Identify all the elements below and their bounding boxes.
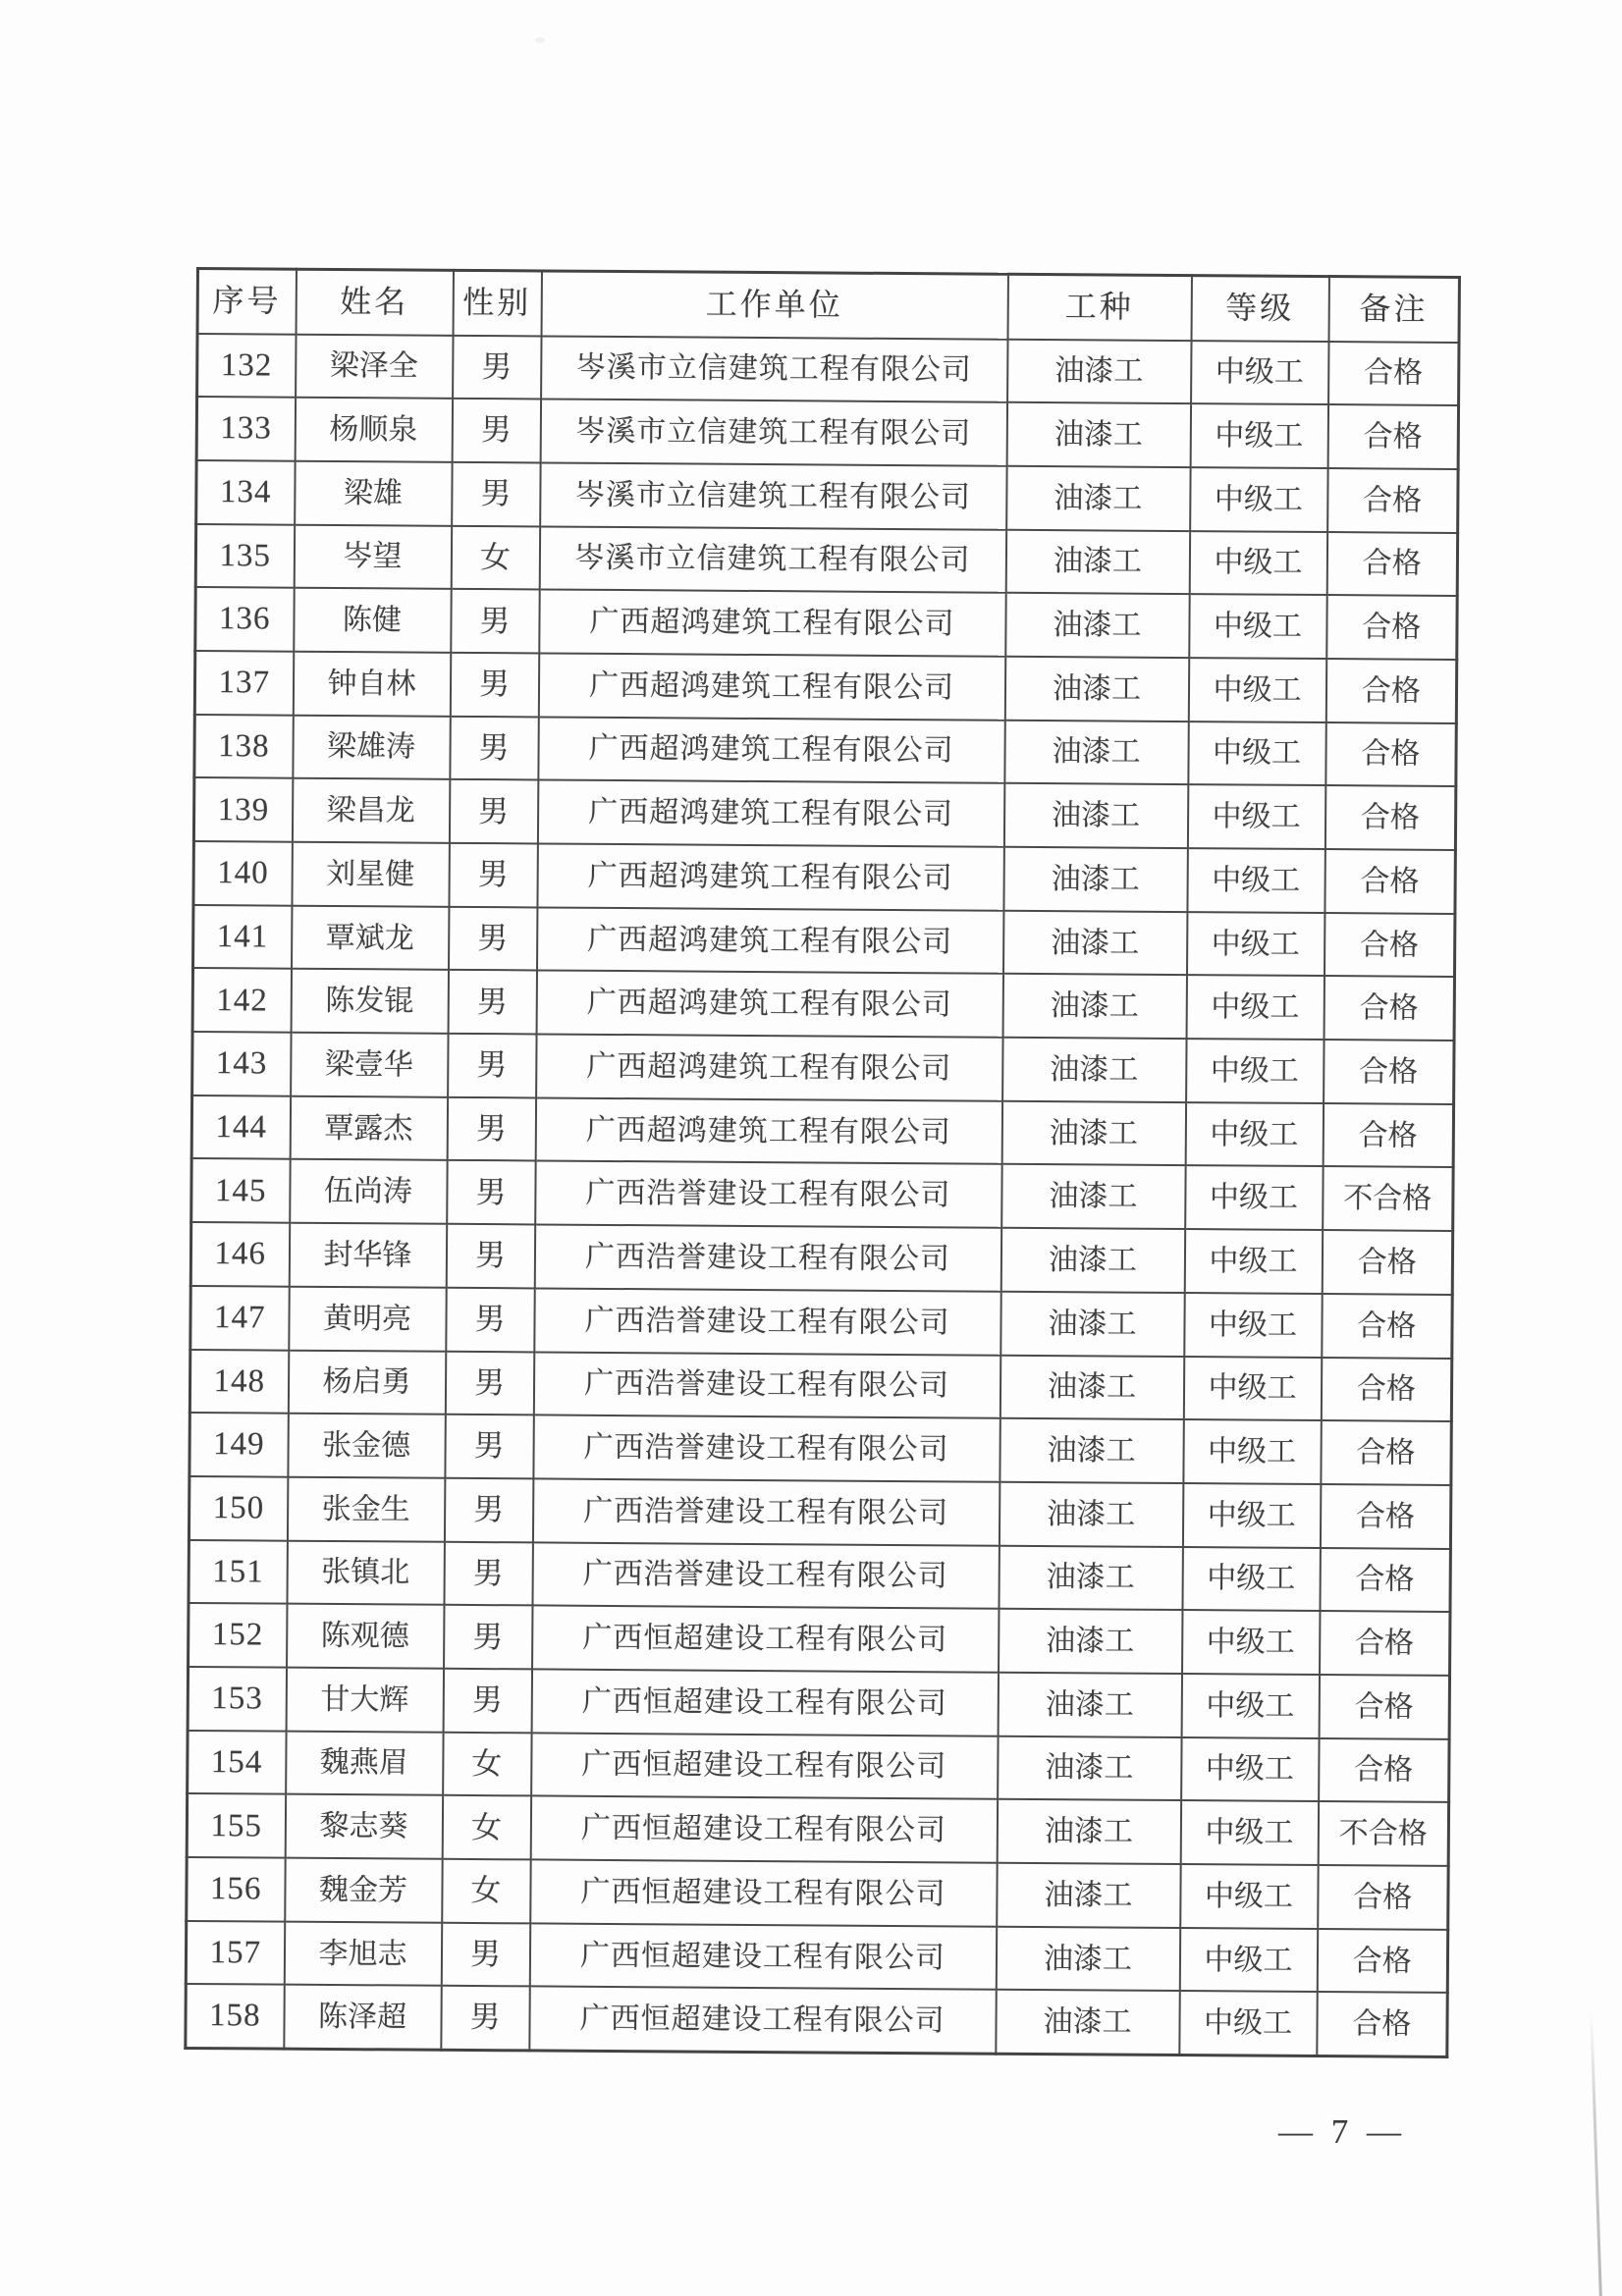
cell-gender: 男 <box>441 1986 529 2050</box>
cell-remark: 合格 <box>1327 404 1458 469</box>
cell-serial-number: 152 <box>189 1603 287 1667</box>
cell-name: 魏金芳 <box>285 1858 442 1923</box>
cell-company: 岑溪市立信建筑工程有限公司 <box>540 400 1006 466</box>
cell-company: 广西恒超建设工程有限公司 <box>530 1796 997 1863</box>
cell-serial-number: 145 <box>191 1158 290 1222</box>
cell-level: 中级工 <box>1191 341 1328 405</box>
table-row <box>193 905 1455 978</box>
cell-company: 广西恒超建设工程有限公司 <box>531 1669 998 1735</box>
cell-name: 覃斌龙 <box>292 905 449 970</box>
cell-remark: 合格 <box>1324 976 1454 1041</box>
cell-serial-number: 143 <box>192 1032 291 1095</box>
cell-gender: 女 <box>442 1795 530 1859</box>
cell-gender: 男 <box>452 462 540 526</box>
cell-company: 广西浩誉建设工程有限公司 <box>533 1352 1000 1418</box>
cell-company: 广西超鸿建筑工程有限公司 <box>536 971 1002 1038</box>
cell-company: 广西超鸿建筑工程有限公司 <box>537 843 1003 910</box>
cell-level: 中级工 <box>1181 1737 1319 1802</box>
column-header-name: 姓名 <box>296 269 453 335</box>
cell-level: 中级工 <box>1189 594 1326 659</box>
cell-gender: 男 <box>444 1541 532 1605</box>
cell-level: 中级工 <box>1188 721 1325 786</box>
cell-remark: 合格 <box>1322 1294 1452 1359</box>
cell-remark: 合格 <box>1326 532 1457 597</box>
cell-serial-number: 132 <box>197 334 296 398</box>
cell-gender: 男 <box>447 1097 535 1161</box>
cell-gender: 男 <box>447 1160 535 1224</box>
cell-gender: 男 <box>446 1224 534 1288</box>
cell-level: 中级工 <box>1180 1864 1318 1929</box>
table-row <box>187 1793 1448 1866</box>
cell-trade: 油漆工 <box>999 1482 1182 1547</box>
cell-company: 广西恒超建设工程有限公司 <box>532 1606 999 1673</box>
cell-remark: 合格 <box>1319 1738 1449 1803</box>
cell-trade: 油漆工 <box>1001 1100 1185 1165</box>
cell-trade: 油漆工 <box>1000 1228 1184 1293</box>
cell-serial-number: 157 <box>186 1921 284 1985</box>
cell-serial-number: 146 <box>190 1222 289 1286</box>
cell-serial-number: 150 <box>189 1476 287 1540</box>
cell-trade: 油漆工 <box>1003 847 1187 912</box>
cell-trade: 油漆工 <box>1000 1418 1183 1483</box>
cell-remark: 合格 <box>1322 1230 1452 1295</box>
cell-serial-number: 148 <box>189 1349 288 1413</box>
table-row <box>189 1349 1451 1421</box>
cell-trade: 油漆工 <box>998 1735 1181 1800</box>
cell-company: 广西超鸿建筑工程有限公司 <box>537 780 1003 847</box>
cell-remark: 不合格 <box>1318 1801 1448 1866</box>
table-header-row <box>197 269 1459 343</box>
cell-name: 封华锋 <box>289 1223 446 1288</box>
cell-remark: 合格 <box>1319 1675 1449 1739</box>
cell-remark: 合格 <box>1321 1358 1451 1422</box>
cell-trade: 油漆工 <box>997 1863 1180 1928</box>
table-row <box>192 1032 1454 1104</box>
cell-remark: 合格 <box>1317 1929 1447 1994</box>
cell-name: 杨顺泉 <box>295 398 452 462</box>
cell-level: 中级工 <box>1185 1165 1323 1230</box>
cell-company: 广西浩誉建设工程有限公司 <box>533 1415 1000 1482</box>
table-row <box>190 1286 1452 1359</box>
column-header-trade: 工种 <box>1007 274 1191 340</box>
cell-company: 广西浩誉建设工程有限公司 <box>532 1542 999 1609</box>
table-row <box>196 460 1458 533</box>
column-header-remark: 备注 <box>1328 277 1459 343</box>
table-row <box>193 777 1455 850</box>
cell-name: 钟自林 <box>293 652 450 717</box>
table-row <box>187 1857 1448 1930</box>
cell-serial-number: 149 <box>189 1413 288 1476</box>
cell-level: 中级工 <box>1186 975 1324 1040</box>
cell-serial-number: 134 <box>196 460 295 524</box>
cell-name: 甘大辉 <box>286 1668 443 1733</box>
table-row <box>196 397 1458 469</box>
cell-remark: 合格 <box>1317 1992 1447 2056</box>
cell-trade: 油漆工 <box>1005 593 1189 658</box>
cell-name: 陈泽超 <box>284 1985 441 2050</box>
cell-trade: 油漆工 <box>996 1926 1179 1991</box>
cell-gender: 男 <box>452 399 540 462</box>
cell-level: 中级工 <box>1185 1102 1323 1167</box>
table-row <box>192 968 1454 1041</box>
cell-remark: 合格 <box>1325 722 1456 787</box>
cell-gender: 男 <box>441 1922 529 1986</box>
cell-company: 广西超鸿建筑工程有限公司 <box>537 907 1003 974</box>
cell-trade: 油漆工 <box>1003 783 1187 848</box>
cell-level: 中级工 <box>1187 848 1325 913</box>
cell-name: 伍尚涛 <box>290 1159 447 1224</box>
cell-remark: 合格 <box>1320 1548 1450 1613</box>
cell-level: 中级工 <box>1186 1039 1324 1103</box>
table-row <box>197 334 1459 406</box>
cell-level: 中级工 <box>1181 1674 1319 1738</box>
cell-level: 中级工 <box>1182 1610 1320 1675</box>
cell-gender: 男 <box>450 716 538 779</box>
page-number: — 7 — <box>1278 2112 1406 2151</box>
cell-remark: 合格 <box>1325 659 1456 723</box>
scan-edge-artifact <box>1590 2012 1602 2296</box>
cell-company: 广西超鸿建筑工程有限公司 <box>535 1097 1001 1164</box>
cell-trade: 油漆工 <box>1004 657 1188 721</box>
cell-serial-number: 151 <box>189 1540 287 1604</box>
cell-serial-number: 141 <box>193 905 292 969</box>
cell-name: 覃露杰 <box>290 1095 447 1160</box>
cell-name: 梁壹华 <box>291 1033 448 1097</box>
cell-gender: 女 <box>442 1859 530 1923</box>
cell-company: 广西恒超建设工程有限公司 <box>531 1733 998 1799</box>
cell-company: 岑溪市立信建筑工程有限公司 <box>540 462 1006 529</box>
table-row <box>188 1667 1449 1739</box>
cell-company: 广西浩誉建设工程有限公司 <box>534 1288 1000 1355</box>
cell-gender: 男 <box>445 1351 533 1415</box>
cell-trade: 油漆工 <box>1002 974 1186 1039</box>
cell-gender: 女 <box>451 525 539 589</box>
cell-remark: 合格 <box>1325 785 1455 850</box>
cell-trade: 油漆工 <box>1000 1292 1184 1357</box>
table-row <box>194 715 1456 787</box>
column-header-level: 等级 <box>1191 276 1328 342</box>
cell-name: 梁雄 <box>295 461 452 526</box>
cell-gender: 男 <box>445 1415 533 1478</box>
cell-gender: 男 <box>448 970 536 1034</box>
cell-name: 黄明亮 <box>289 1286 446 1351</box>
cell-company: 广西浩誉建设工程有限公司 <box>534 1225 1000 1292</box>
cell-serial-number: 158 <box>186 1984 284 2048</box>
cell-company: 广西超鸿建筑工程有限公司 <box>538 717 1004 783</box>
cell-level: 中级工 <box>1182 1547 1320 1612</box>
column-header-company: 工作单位 <box>541 271 1007 339</box>
cell-serial-number: 136 <box>195 587 294 651</box>
cell-company: 广西超鸿建筑工程有限公司 <box>538 653 1004 720</box>
cell-serial-number: 140 <box>193 841 292 905</box>
cell-remark: 合格 <box>1324 913 1454 978</box>
table-row <box>186 1984 1447 2056</box>
cell-remark: 合格 <box>1327 468 1458 533</box>
cell-remark: 合格 <box>1320 1484 1450 1549</box>
cell-name: 梁昌龙 <box>292 778 449 843</box>
cell-gender: 男 <box>446 1288 534 1352</box>
cell-level: 中级工 <box>1190 467 1327 532</box>
cell-name: 陈健 <box>294 588 451 653</box>
cell-trade: 油漆工 <box>1007 339 1191 403</box>
cell-trade: 油漆工 <box>999 1545 1182 1610</box>
cell-serial-number: 135 <box>195 524 294 588</box>
cell-remark: 合格 <box>1325 849 1455 914</box>
cell-trade: 油漆工 <box>996 1990 1179 2055</box>
cell-trade: 油漆工 <box>1006 466 1190 531</box>
cell-trade: 油漆工 <box>1000 1355 1183 1419</box>
table-row <box>189 1476 1450 1549</box>
cell-gender: 男 <box>448 1034 536 1097</box>
cell-level: 中级工 <box>1184 1293 1322 1358</box>
cell-serial-number: 133 <box>196 397 295 460</box>
cell-company: 广西恒超建设工程有限公司 <box>530 1859 997 1926</box>
cell-name: 杨启勇 <box>288 1350 445 1415</box>
cell-gender: 男 <box>449 906 537 970</box>
cell-serial-number: 153 <box>188 1667 286 1731</box>
cell-gender: 男 <box>443 1669 531 1733</box>
scan-smudge-artifact <box>535 37 545 43</box>
cell-remark: 合格 <box>1324 1040 1454 1104</box>
worker-certification-table <box>184 267 1461 2058</box>
cell-gender: 男 <box>451 589 539 653</box>
cell-level: 中级工 <box>1187 784 1325 849</box>
cell-name: 陈发锟 <box>291 969 448 1034</box>
cell-company: 广西浩誉建设工程有限公司 <box>535 1161 1001 1228</box>
cell-trade: 油漆工 <box>1005 529 1189 594</box>
cell-serial-number: 139 <box>193 777 292 841</box>
table-row <box>191 1158 1453 1231</box>
cell-gender: 男 <box>453 335 541 399</box>
cell-gender: 男 <box>450 653 538 717</box>
cell-level: 中级工 <box>1183 1419 1321 1484</box>
cell-remark: 合格 <box>1323 1103 1453 1168</box>
cell-level: 中级工 <box>1183 1357 1321 1421</box>
cell-trade: 油漆工 <box>1001 1164 1185 1229</box>
cell-level: 中级工 <box>1179 1991 1317 2056</box>
cell-name: 魏燕眉 <box>286 1731 443 1795</box>
cell-trade: 油漆工 <box>1002 1038 1186 1102</box>
cell-trade: 油漆工 <box>998 1673 1181 1737</box>
table-row <box>191 1095 1453 1168</box>
cell-serial-number: 154 <box>188 1731 286 1794</box>
cell-gender: 男 <box>449 779 537 843</box>
cell-level: 中级工 <box>1179 1928 1317 1993</box>
table-body <box>186 334 1459 2056</box>
cell-serial-number: 142 <box>192 968 291 1032</box>
table-row <box>188 1731 1449 1803</box>
column-header-serial: 序号 <box>197 269 296 335</box>
table-row <box>189 1603 1450 1676</box>
cell-remark: 合格 <box>1328 342 1459 406</box>
cell-trade: 油漆工 <box>999 1609 1182 1674</box>
cell-trade: 油漆工 <box>1004 720 1188 784</box>
cell-remark: 合格 <box>1320 1611 1450 1676</box>
cell-company: 广西浩誉建设工程有限公司 <box>532 1478 999 1545</box>
cell-remark: 合格 <box>1321 1420 1451 1485</box>
cell-level: 中级工 <box>1182 1483 1320 1548</box>
cell-company: 广西超鸿建筑工程有限公司 <box>539 590 1005 657</box>
cell-serial-number: 147 <box>190 1286 289 1350</box>
cell-serial-number: 156 <box>187 1857 285 1921</box>
cell-trade: 油漆工 <box>997 1799 1180 1864</box>
table-row <box>189 1540 1450 1613</box>
cell-remark: 合格 <box>1318 1865 1448 1930</box>
table-row <box>186 1921 1447 1994</box>
column-header-gender: 性别 <box>453 270 541 336</box>
table-row <box>190 1222 1452 1295</box>
cell-name: 刘星健 <box>292 842 449 907</box>
cell-serial-number: 138 <box>194 715 293 778</box>
cell-company: 广西超鸿建筑工程有限公司 <box>536 1034 1002 1100</box>
cell-company: 岑溪市立信建筑工程有限公司 <box>541 336 1007 402</box>
cell-level: 中级工 <box>1186 912 1324 977</box>
cell-serial-number: 144 <box>191 1095 290 1159</box>
cell-name: 梁雄涛 <box>293 715 450 779</box>
table-row <box>195 524 1457 597</box>
cell-trade: 油漆工 <box>1002 910 1186 975</box>
table-row <box>195 587 1457 660</box>
cell-level: 中级工 <box>1189 531 1326 596</box>
cell-level: 中级工 <box>1188 658 1325 722</box>
cell-gender: 女 <box>443 1732 531 1795</box>
cell-name: 陈观德 <box>287 1604 444 1669</box>
cell-gender: 男 <box>444 1605 532 1669</box>
cell-name: 黎志葵 <box>285 1794 442 1859</box>
cell-level: 中级工 <box>1190 403 1327 468</box>
cell-company: 广西恒超建设工程有限公司 <box>529 1923 996 1990</box>
cell-level: 中级工 <box>1184 1229 1322 1294</box>
cell-gender: 男 <box>444 1478 532 1542</box>
cell-trade: 油漆工 <box>1006 402 1190 467</box>
cell-name: 李旭志 <box>284 1921 441 1986</box>
cell-name: 张镇北 <box>287 1540 444 1605</box>
cell-name: 梁泽全 <box>296 334 453 399</box>
cell-level: 中级工 <box>1180 1800 1318 1865</box>
table-row <box>189 1413 1451 1485</box>
cell-name: 张金德 <box>288 1414 445 1478</box>
table-row <box>193 841 1455 914</box>
cell-name: 张金生 <box>287 1477 444 1542</box>
cell-company: 岑溪市立信建筑工程有限公司 <box>539 526 1005 593</box>
cell-company: 广西恒超建设工程有限公司 <box>529 1987 996 2054</box>
cell-remark: 合格 <box>1326 595 1457 660</box>
cell-serial-number: 137 <box>194 651 293 715</box>
cell-name: 岑望 <box>294 524 451 589</box>
cell-serial-number: 155 <box>187 1793 285 1857</box>
cell-gender: 男 <box>449 843 537 907</box>
cell-remark: 不合格 <box>1323 1166 1453 1231</box>
table-row <box>194 651 1456 723</box>
